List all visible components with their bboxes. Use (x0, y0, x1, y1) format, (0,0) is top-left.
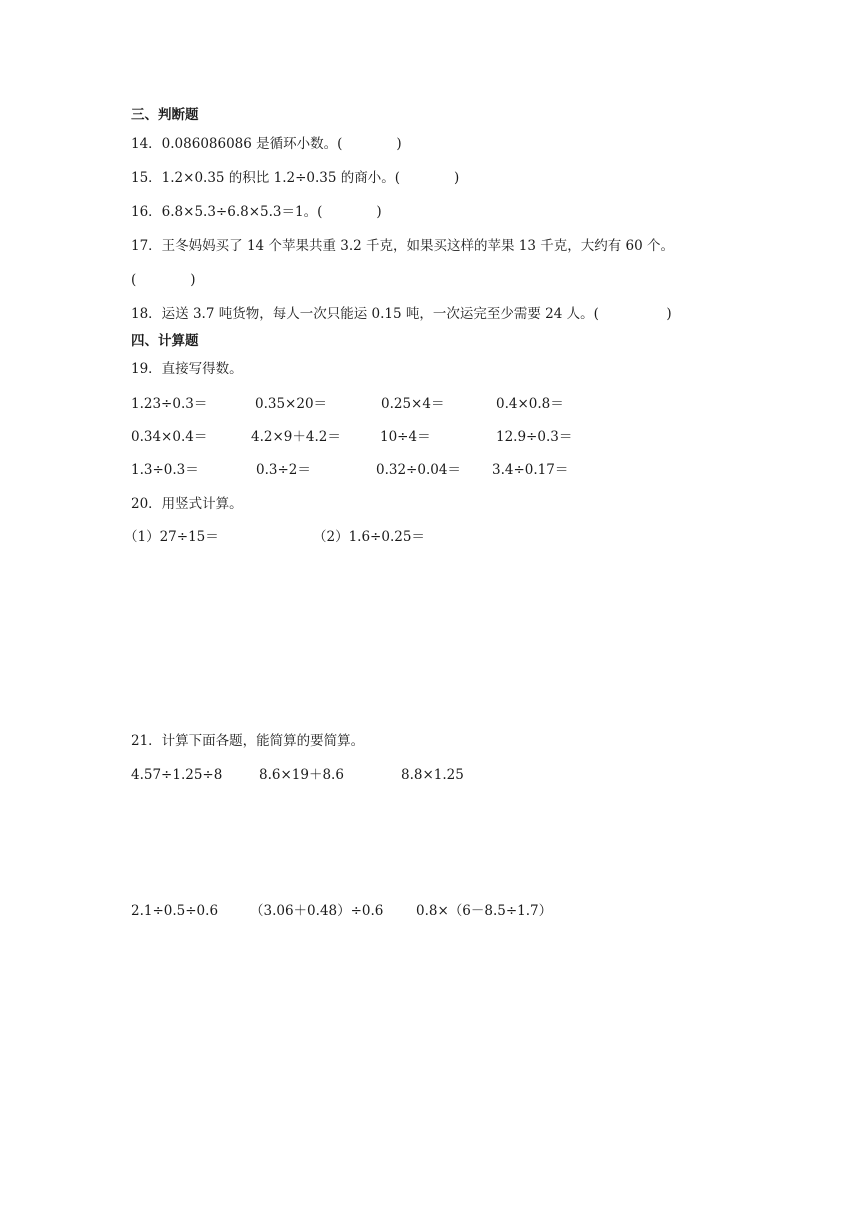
question-17-answer-paren: ( ) (131, 272, 196, 288)
section-4-heading: 四、计算题 (131, 333, 199, 349)
mental-math-item: 0.35×20＝ (255, 396, 328, 412)
section-3-heading: 三、判断题 (131, 107, 199, 123)
question-16: 16．6.8×5.3÷6.8×5.3＝1。( ) (131, 204, 382, 220)
question-20-item-2: （2）1.6÷0.25＝ (313, 529, 425, 545)
expression-item: （3.06＋0.48）÷0.6 (250, 903, 384, 919)
question-18: 18．运送 3.7 吨货物，每人一次只能运 0.15 吨，一次运完至少需要 24 人。( ) (131, 306, 672, 322)
mental-math-item: 3.4÷0.17＝ (492, 462, 569, 478)
question-20-title: 20．用竖式计算。 (131, 496, 243, 512)
question-21-title: 21．计算下面各题，能简算的要简算。 (131, 733, 365, 749)
expression-item: 8.8×1.25 (401, 767, 464, 783)
mental-math-item: 0.34×0.4＝ (131, 429, 208, 445)
question-20-item-1: （1）27÷15＝ (124, 529, 219, 545)
expression-item: 2.1÷0.5÷0.6 (131, 903, 219, 919)
expression-item: 8.6×19＋8.6 (259, 767, 344, 783)
mental-math-item: 0.3÷2＝ (256, 462, 311, 478)
mental-math-item: 1.23÷0.3＝ (131, 396, 208, 412)
question-19-title: 19．直接写得数。 (131, 361, 243, 377)
mental-math-item: 0.32÷0.04＝ (376, 462, 461, 478)
expression-item: 0.8×（6－8.5÷1.7） (416, 903, 553, 919)
mental-math-item: 10÷4＝ (380, 429, 431, 445)
question-14: 14．0.086086086 是循环小数。( ) (131, 136, 402, 152)
question-17: 17．王冬妈妈买了 14 个苹果共重 3.2 千克，如果买这样的苹果 13 千克，大约有 60 个。 (131, 238, 675, 254)
mental-math-item: 1.3÷0.3＝ (131, 462, 199, 478)
mental-math-item: 0.4×0.8＝ (496, 396, 564, 412)
mental-math-item: 0.25×4＝ (381, 396, 445, 412)
expression-item: 4.57÷1.25÷8 (131, 767, 223, 783)
mental-math-item: 4.2×9＋4.2＝ (251, 429, 341, 445)
mental-math-item: 12.9÷0.3＝ (496, 429, 573, 445)
question-15: 15．1.2×0.35 的积比 1.2÷0.35 的商小。( ) (131, 170, 460, 186)
